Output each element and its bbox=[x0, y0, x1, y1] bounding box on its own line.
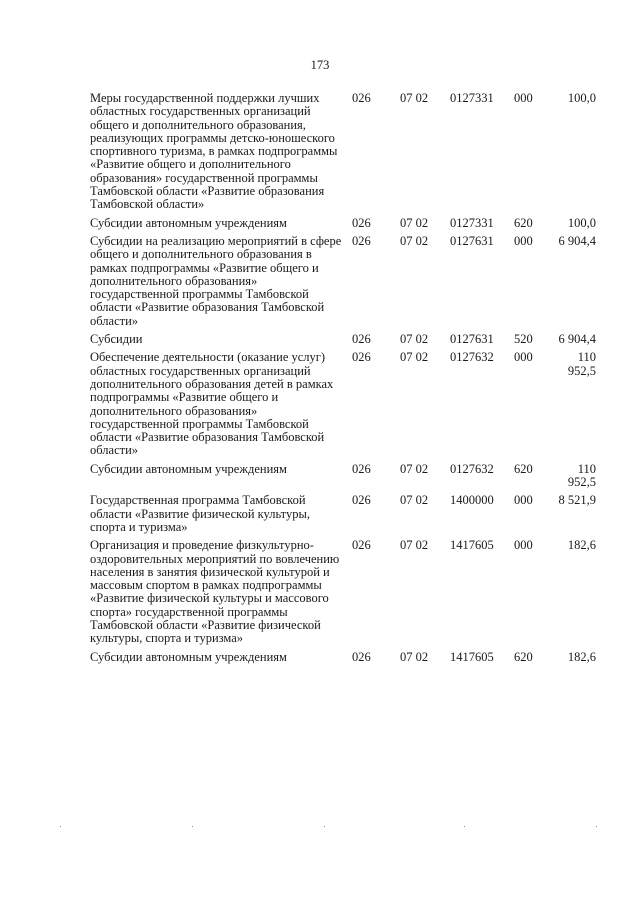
row-amount: 6 904,4 bbox=[558, 332, 596, 347]
table-row bbox=[90, 92, 602, 212]
row-department-code: 026 bbox=[352, 461, 371, 476]
row-name: Субсидии автономным учреждениям bbox=[90, 649, 287, 664]
row-department-code: 026 bbox=[352, 538, 371, 553]
scan-dot bbox=[192, 826, 193, 827]
row-section-code: 07 02 bbox=[400, 350, 429, 365]
row-department-code: 026 bbox=[352, 91, 371, 105]
scan-dot bbox=[324, 826, 325, 827]
row-expense-type: 000 bbox=[514, 91, 533, 105]
scan-margin-dots bbox=[60, 826, 600, 832]
row-amount: 110 952,5 bbox=[567, 350, 596, 378]
row-name: Государственная программа Тамбовской области «Развитие физической культуры, спорта и туризма» bbox=[90, 493, 311, 534]
row-target-article: 1417605 bbox=[450, 538, 494, 553]
row-section-code: 07 02 bbox=[400, 538, 429, 553]
row-expense-type: 000 bbox=[514, 493, 533, 508]
row-section-code: 07 02 bbox=[400, 332, 429, 347]
row-department-code: 026 bbox=[352, 649, 371, 664]
row-target-article: 0127632 bbox=[450, 350, 494, 365]
row-name: Субсидии автономным учреждениям bbox=[90, 215, 287, 230]
page-number: 173 bbox=[310, 58, 330, 72]
row-expense-type: 000 bbox=[514, 233, 533, 248]
row-amount: 8 521,9 bbox=[558, 493, 596, 508]
scan-dot bbox=[464, 826, 465, 827]
row-target-article: 0127631 bbox=[450, 332, 494, 347]
row-section-code: 07 02 bbox=[400, 233, 429, 248]
row-name: Субсидии bbox=[90, 332, 143, 347]
row-target-article: 0127631 bbox=[450, 233, 494, 248]
row-amount: 182,6 bbox=[567, 649, 596, 664]
scan-dot bbox=[596, 826, 597, 827]
table-row bbox=[90, 217, 602, 230]
row-amount: 100,0 bbox=[567, 215, 596, 230]
row-name: Организация и проведение физкультурно-оздоровительных мероприятий по вовлечению населения в занятия физической культурой и массовым спортом в рамках подпрограммы «Развитие физической культуры и массового спорта» государственной программы Тамбовской области «Развитие физической культуры, спорта и туризма» bbox=[90, 538, 340, 646]
row-target-article: 0127331 bbox=[450, 215, 494, 230]
row-expense-type: 520 bbox=[514, 332, 533, 347]
table-row bbox=[90, 494, 602, 534]
row-amount: 100,0 bbox=[567, 91, 596, 105]
row-expense-type: 620 bbox=[514, 649, 533, 664]
table-row bbox=[90, 651, 602, 664]
row-target-article: 1400000 bbox=[450, 493, 494, 508]
row-section-code: 07 02 bbox=[400, 649, 429, 664]
row-department-code: 026 bbox=[352, 215, 371, 230]
table-row bbox=[90, 539, 602, 645]
row-department-code: 026 bbox=[352, 493, 371, 508]
row-expense-type: 000 bbox=[514, 538, 533, 553]
budget-table bbox=[90, 92, 602, 669]
row-section-code: 07 02 bbox=[400, 91, 429, 105]
row-amount: 182,6 bbox=[567, 538, 596, 553]
scan-dot bbox=[60, 826, 61, 827]
row-expense-type: 620 bbox=[514, 215, 533, 230]
row-name: Меры государственной поддержки лучших областных государственных организаций общего и дополнительного образования, реализующих программы детско-юношеского спортивного туризма, в рамках подпрограммы «Развитие общего и дополнительного образования» государственной программы Тамбовской области «Развитие образования Тамбовской области» bbox=[90, 91, 338, 212]
row-section-code: 07 02 bbox=[400, 493, 429, 508]
row-target-article: 0127632 bbox=[450, 461, 494, 476]
row-target-article: 1417605 bbox=[450, 649, 494, 664]
row-department-code: 026 bbox=[352, 350, 371, 365]
row-amount: 6 904,4 bbox=[558, 233, 596, 248]
row-name: Обеспечение деятельности (оказание услуг) областных государственных организаций дополнительного образования детей в рамках подпрограммы «Развитие общего и дополнительного образования» государственной программы Тамбовской области «Развитие образования Тамбовской области» bbox=[90, 350, 334, 458]
row-department-code: 026 bbox=[352, 233, 371, 248]
row-name: Субсидии автономным учреждениям bbox=[90, 461, 287, 476]
row-expense-type: 000 bbox=[514, 350, 533, 365]
row-expense-type: 620 bbox=[514, 461, 533, 476]
table-row bbox=[90, 463, 602, 490]
table-row bbox=[90, 351, 602, 457]
row-section-code: 07 02 bbox=[400, 215, 429, 230]
table-row bbox=[90, 333, 602, 346]
row-target-article: 0127331 bbox=[450, 91, 494, 105]
row-name: Субсидии на реализацию мероприятий в сфере общего и дополнительного образования в рамках подпрограммы «Развитие общего и дополнительного образования» государственной программы Тамбовской области «Развитие образования Тамбовской области» bbox=[90, 233, 342, 328]
row-section-code: 07 02 bbox=[400, 461, 429, 476]
row-amount: 110 952,5 bbox=[567, 461, 596, 490]
row-department-code: 026 bbox=[352, 332, 371, 347]
table-row bbox=[90, 235, 602, 328]
